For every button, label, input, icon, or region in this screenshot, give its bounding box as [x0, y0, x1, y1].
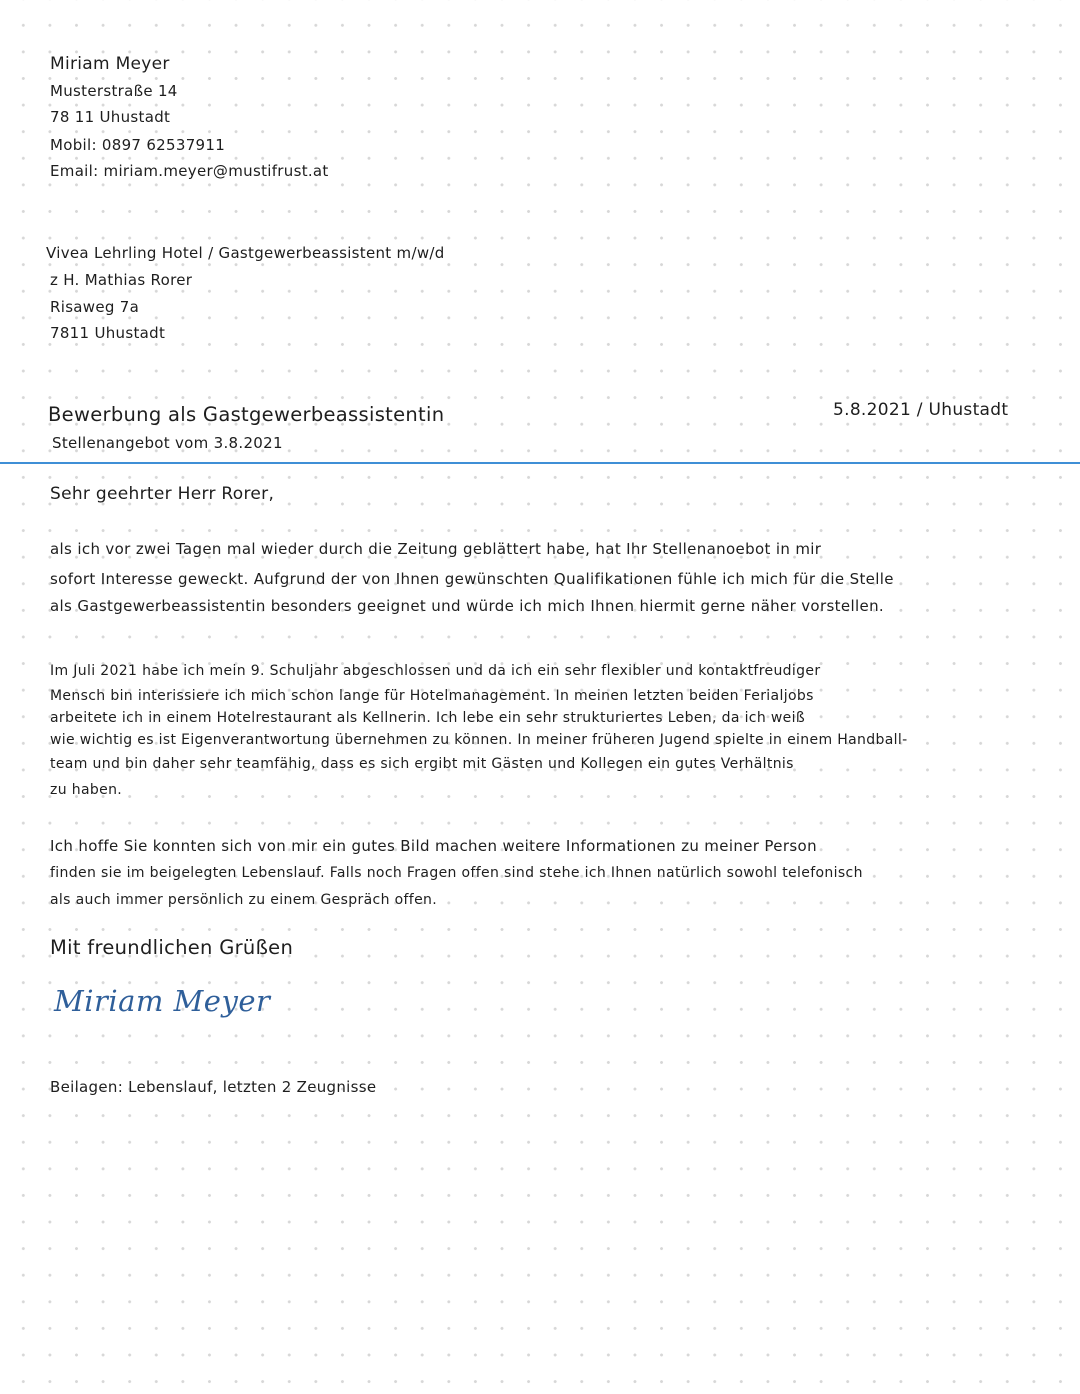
paragraph-line: sofort Interesse geweckt. Aufgrund der von Ihnen gewünschten Qualifikationen fühle ich mich für die Stelle	[50, 570, 894, 588]
paragraph-line: arbeitete ich in einem Hotelrestaurant als Kellnerin. Ich lebe ein sehr strukturiertes Leben, da ich weiß	[50, 710, 806, 726]
paragraph-line: Ich hoffe Sie konnten sich von mir ein gutes Bild machen weitere Informationen zu meiner Person	[50, 837, 817, 855]
paragraph-line: Im Juli 2021 habe ich mein 9. Schuljahr abgeschlossen und da ich ein sehr flexibler und kontaktfreudiger	[50, 663, 821, 679]
recipient-line-4: 7811 Uhustadt	[50, 324, 166, 342]
signature: Miriam Meyer	[54, 984, 271, 1018]
salutation: Sehr geehrter Herr Rorer,	[50, 484, 275, 504]
paragraph-line: Mensch bin interissiere ich mich schon lange für Hotelmanagement. In meinen letzten beiden Ferialjobs	[50, 688, 814, 704]
paragraph-line: team und bin daher sehr teamfähig, dass es sich ergibt mit Gästen und Kollegen ein gutes Verhältnis	[50, 756, 794, 772]
recipient-line-1: Vivea Lehrling Hotel / Gastgewerbeassistent m/w/d	[46, 244, 445, 262]
recipient-line-3: Risaweg 7a	[50, 298, 140, 316]
sender-name: Miriam Meyer	[50, 54, 170, 74]
recipient-line-2: z H. Mathias Rorer	[50, 271, 193, 289]
paragraph-line: als ich vor zwei Tagen mal wieder durch die Zeitung geblättert habe, hat Ihr Stellenanoebot in mir	[50, 540, 822, 558]
closing: Mit freundlichen Grüßen	[50, 936, 294, 959]
paragraph-line: finden sie im beigelegten Lebenslauf. Falls noch Fragen offen sind stehe ich Ihnen natürlich sowohl telefonisch	[50, 865, 863, 881]
paragraph-line: zu haben.	[50, 782, 123, 798]
enclosures: Beilagen: Lebenslauf, letzten 2 Zeugnisse	[50, 1078, 377, 1096]
paragraph-line: als Gastgewerbeassistentin besonders geeignet und würde ich mich Ihnen hiermit gerne näher vorstellen.	[50, 597, 885, 615]
header-divider	[0, 462, 1080, 464]
sender-street: Musterstraße 14	[50, 82, 178, 100]
date-place: 5.8.2021 / Uhustadt	[833, 400, 1009, 420]
subject-title: Bewerbung als Gastgewerbeassistentin	[48, 403, 445, 426]
sender-email: Email: miriam.meyer@mustifrust.at	[50, 162, 329, 180]
subject-reference: Stellenangebot vom 3.8.2021	[52, 434, 283, 452]
paragraph-line: wie wichtig es ist Eigenverantwortung übernehmen zu können. In meiner früheren Jugend spielte in einem Handball-	[50, 732, 908, 748]
sender-mobile: Mobil: 0897 62537911	[50, 136, 226, 154]
paragraph-line: als auch immer persönlich zu einem Gespräch offen.	[50, 892, 438, 908]
sender-city: 78 11 Uhustadt	[50, 108, 171, 126]
